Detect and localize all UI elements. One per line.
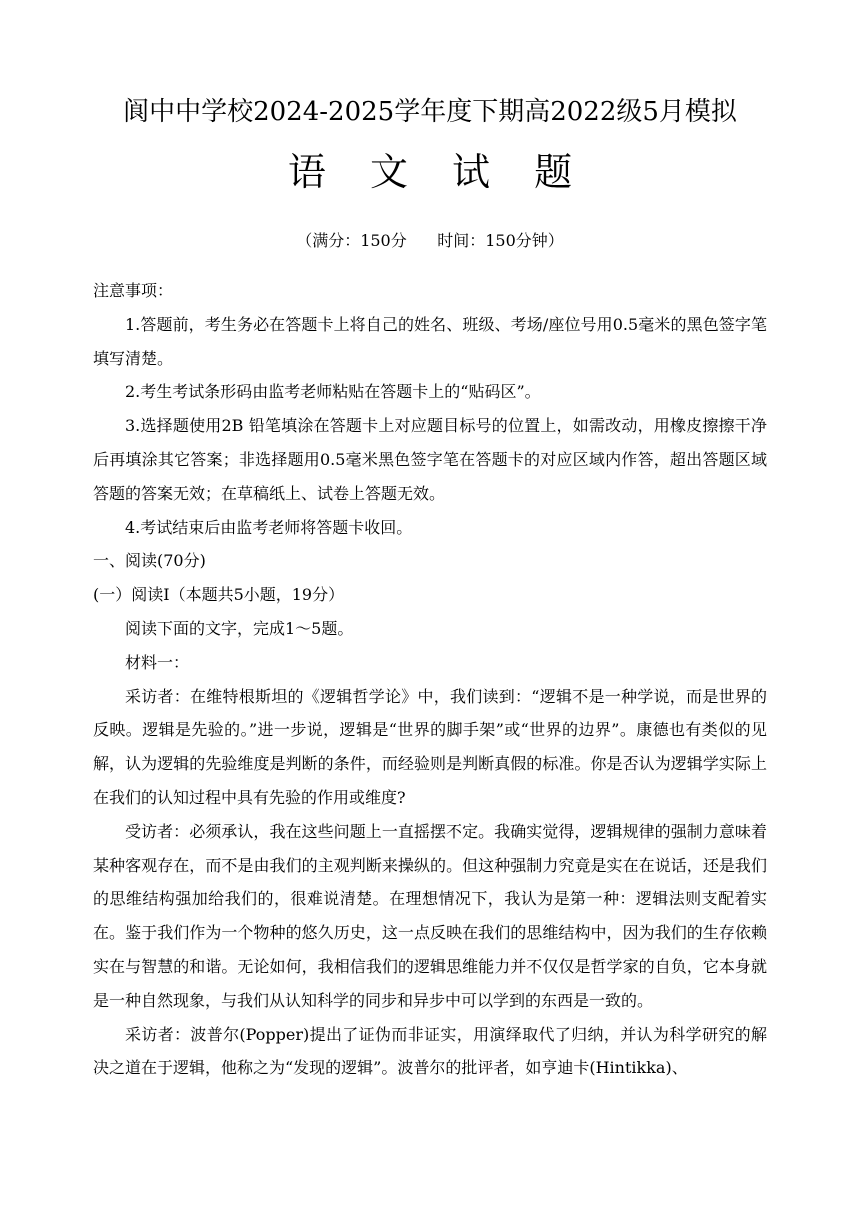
reading-instruction: 阅读下面的文字，完成1～5题。: [125, 618, 354, 638]
subject-title: 语 文 试 题: [287, 150, 589, 194]
score-time-line: （满分：150分 时间：150分钟）: [296, 231, 564, 250]
notice-heading: 注意事项：: [93, 281, 174, 300]
passage-paragraph: 采访者：在维特根斯坦的《逻辑哲学论》中，我们读到：“逻辑不是一种学说，而是世界的反映。逻辑是先验的。”进一步说，逻辑是“世界的脚手架”或“世界的边界”。康德也有类似的见解，认为逻辑的先验维度是判断的条件，而经验则是判断真假的标准。你是否认为逻辑学实际上在我们的认知过程中具有先验的作用或维度?: [93, 686, 767, 807]
material-label: 材料一：: [125, 652, 190, 672]
notice-item: 2.考生考试条形码由监考老师粘贴在答题卡上的“贴码区”。: [125, 382, 541, 402]
section-title: 一、阅读(70分): [93, 551, 206, 571]
exam-body: [93, 274, 767, 1085]
notice-item: 3.选择题使用2B 铅笔填涂在答题卡上对应题目标号的位置上，如需改动，用橡皮擦擦干净后再填涂其它答案；非选择题用0.5毫米黑色签字笔在答题卡的对应区域内作答，超出答题区域答题的答案无效；在草稿纸上、试卷上答题无效。: [93, 416, 767, 503]
exam-title: 阆中中学校2024-2025学年度下期高2022级5月模拟: [123, 97, 737, 127]
notice-item: 4.考试结束后由监考老师将答题卡收回。: [125, 517, 413, 537]
notice-item: 1.答题前，考生务必在答题卡上将自己的姓名、班级、考场/座位号用0.5毫米的黑色签字笔填写清楚。: [93, 314, 767, 368]
passage-paragraph: 采访者：波普尔(Popper)提出了证伪而非证实，用演绎取代了归纳，并认为科学研究的解决之道在于逻辑，他称之为“发现的逻辑”。波普尔的批评者，如亨迪卡(Hintikka)、: [93, 1024, 767, 1078]
passage-paragraph: 受访者：必须承认，我在这些问题上一直摇摆不定。我确实觉得，逻辑规律的强制力意味着某种客观存在，而不是由我们的主观判断来操纵的。但这种强制力究竟是实在在说话，还是我们的思维结构强加给我们的，很难说清楚。在理想情况下，我认为是第一种：逻辑法则支配着实在。鉴于我们作为一个物种的悠久历史，这一点反映在我们的思维结构中，因为我们的生存依赖实在与智慧的和谐。无论如何，我相信我们的逻辑思维能力并不仅仅是哲学家的自负，它本身就是一种自然现象，与我们从认知科学的同步和异步中可以学到的东西是一致的。: [93, 821, 767, 1010]
subsection-title: (一）阅读Ⅰ（本题共5小题，19分）: [93, 585, 345, 605]
